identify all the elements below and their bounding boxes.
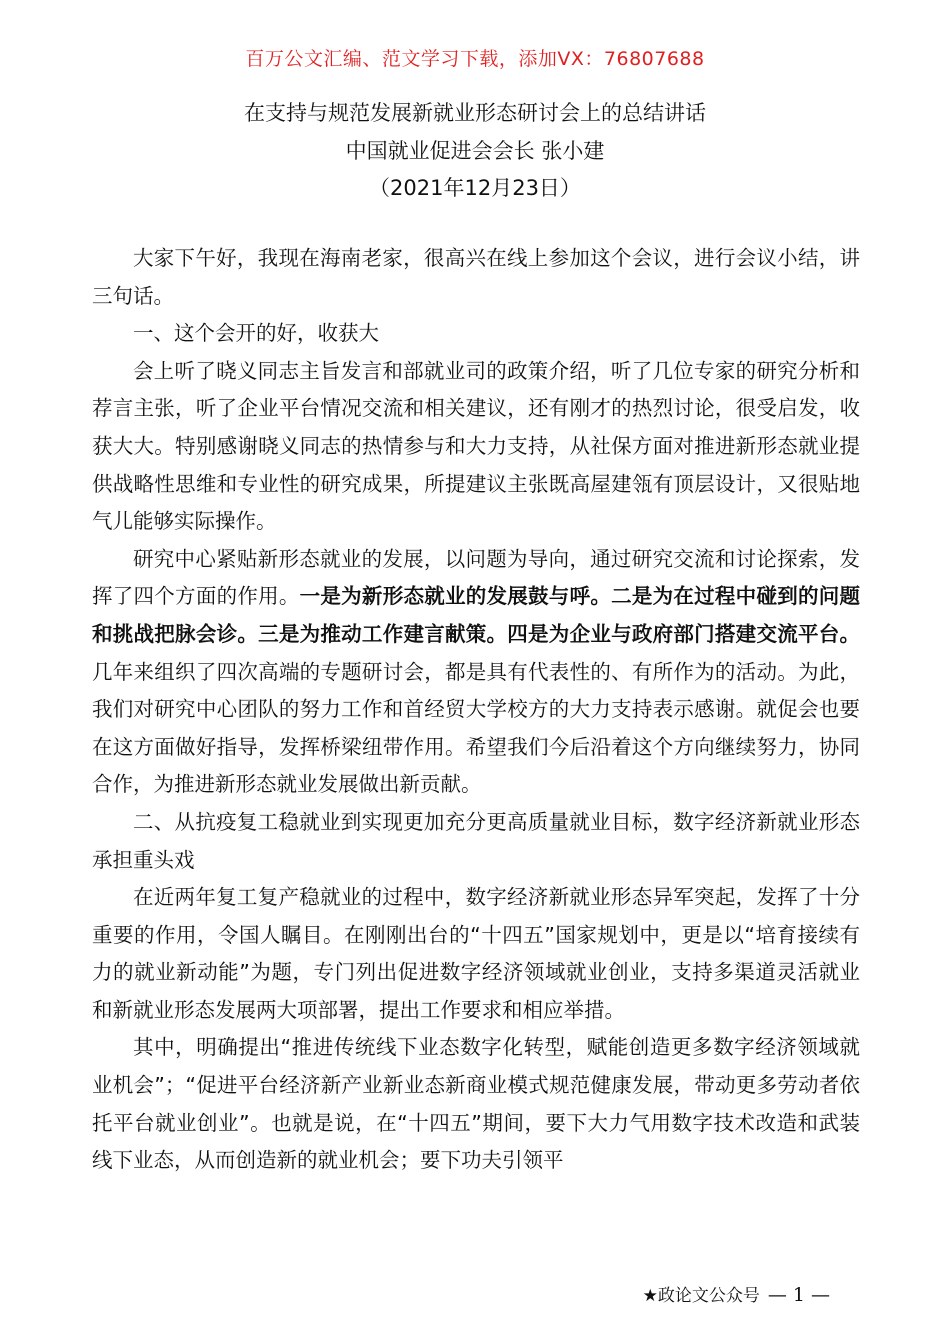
section-heading-2: 二、从抗疫复工稳就业到实现更加充分更高质量就业目标，数字经济新就业形态承担重头戏 xyxy=(92,809,860,872)
speech-body xyxy=(92,240,860,1180)
paragraph-opening: 大家下午好，我现在海南老家，很高兴在线上参加这个会议，进行会议小结，讲三句话。 xyxy=(92,246,860,308)
page-number: — 1 — xyxy=(767,1284,830,1306)
paragraph-2: 会上听了晓义同志主旨发言和部就业司的政策介绍，听了几位专家的研究分析和荐言主张，听了企业平台情况交流和相关建议，还有刚才的热烈讨论，很受启发，收获大大。特别感谢晓义同志的热情参与和大力支持，从社保方面对推进新形态就业提供战略性思维和专业性的研究成果，所提建议主张既高屋建瓴有顶层设计，又很贴地气儿能够实际操作。 xyxy=(92,358,860,534)
paragraph-5: 其中，明确提出“推进传统线下业态数字化转型，赋能创造更多数字经济领域就业机会”；“促进平台经济新产业新业态新商业模式规范健康发展，带动更多劳动者依托平台就业创业”。也就是说，在“十四五”期间，要下大力气用数字技术改造和武装线下业态，从而创造新的就业机会；要下功夫引领平 xyxy=(92,1035,860,1173)
speech-date: （2021年12月23日） xyxy=(369,176,581,200)
paragraph-3-bold-points: 一是为新形态就业的发展鼓与呼。二是为在过程中碰到的问题和挑战把脉会诊。三是为推动工作建言献策。四是为企业与政府部门搭建交流平台。 xyxy=(92,584,861,646)
speech-title: 在支持与规范发展新就业形态研讨会上的总结讲话 xyxy=(244,101,706,125)
watermark-banner: 百万公文汇编、范文学习下载，添加VX：76807688 xyxy=(245,48,705,70)
speaker-line: 中国就业促进会会长 张小建 xyxy=(345,139,605,163)
paragraph-4: 在近两年复工复产稳就业的过程中，数字经济新就业形态异军突起，发挥了十分重要的作用，令国人瞩目。在刚刚出台的“十四五”国家规划中，更是以“培育接续有力的就业新动能”为题，专门列出促进数字经济领域就业创业，支持多渠道灵活就业和新就业形态发展两大项部署，提出工作要求和相应举措。 xyxy=(92,885,860,1022)
paragraph-3-intro: 研究中心紧贴新形态就业的发展，以问题为导向，通过研究交流和讨论探索，发挥了四个方面的作用。 xyxy=(92,546,860,609)
paragraph-3 xyxy=(92,541,860,804)
paragraph-3-rest: 几年来组织了四次高端的专题研讨会，都是具有代表性的、有所作为的活动。为此，我们对研究中心团队的努力工作和首经贸大学校方的大力支持表示感谢。就促会也要在这方面做好指导，发挥桥梁纽带作用。希望我们今后沿着这个方向继续努力，协同合作，为推进新形态就业发展做出新贡献。 xyxy=(92,659,860,797)
footer-source: ★政论文公众号 xyxy=(642,1286,760,1306)
page-footer xyxy=(643,1282,830,1309)
section-heading-1: 一、这个会开的好，收获大 xyxy=(133,321,379,346)
